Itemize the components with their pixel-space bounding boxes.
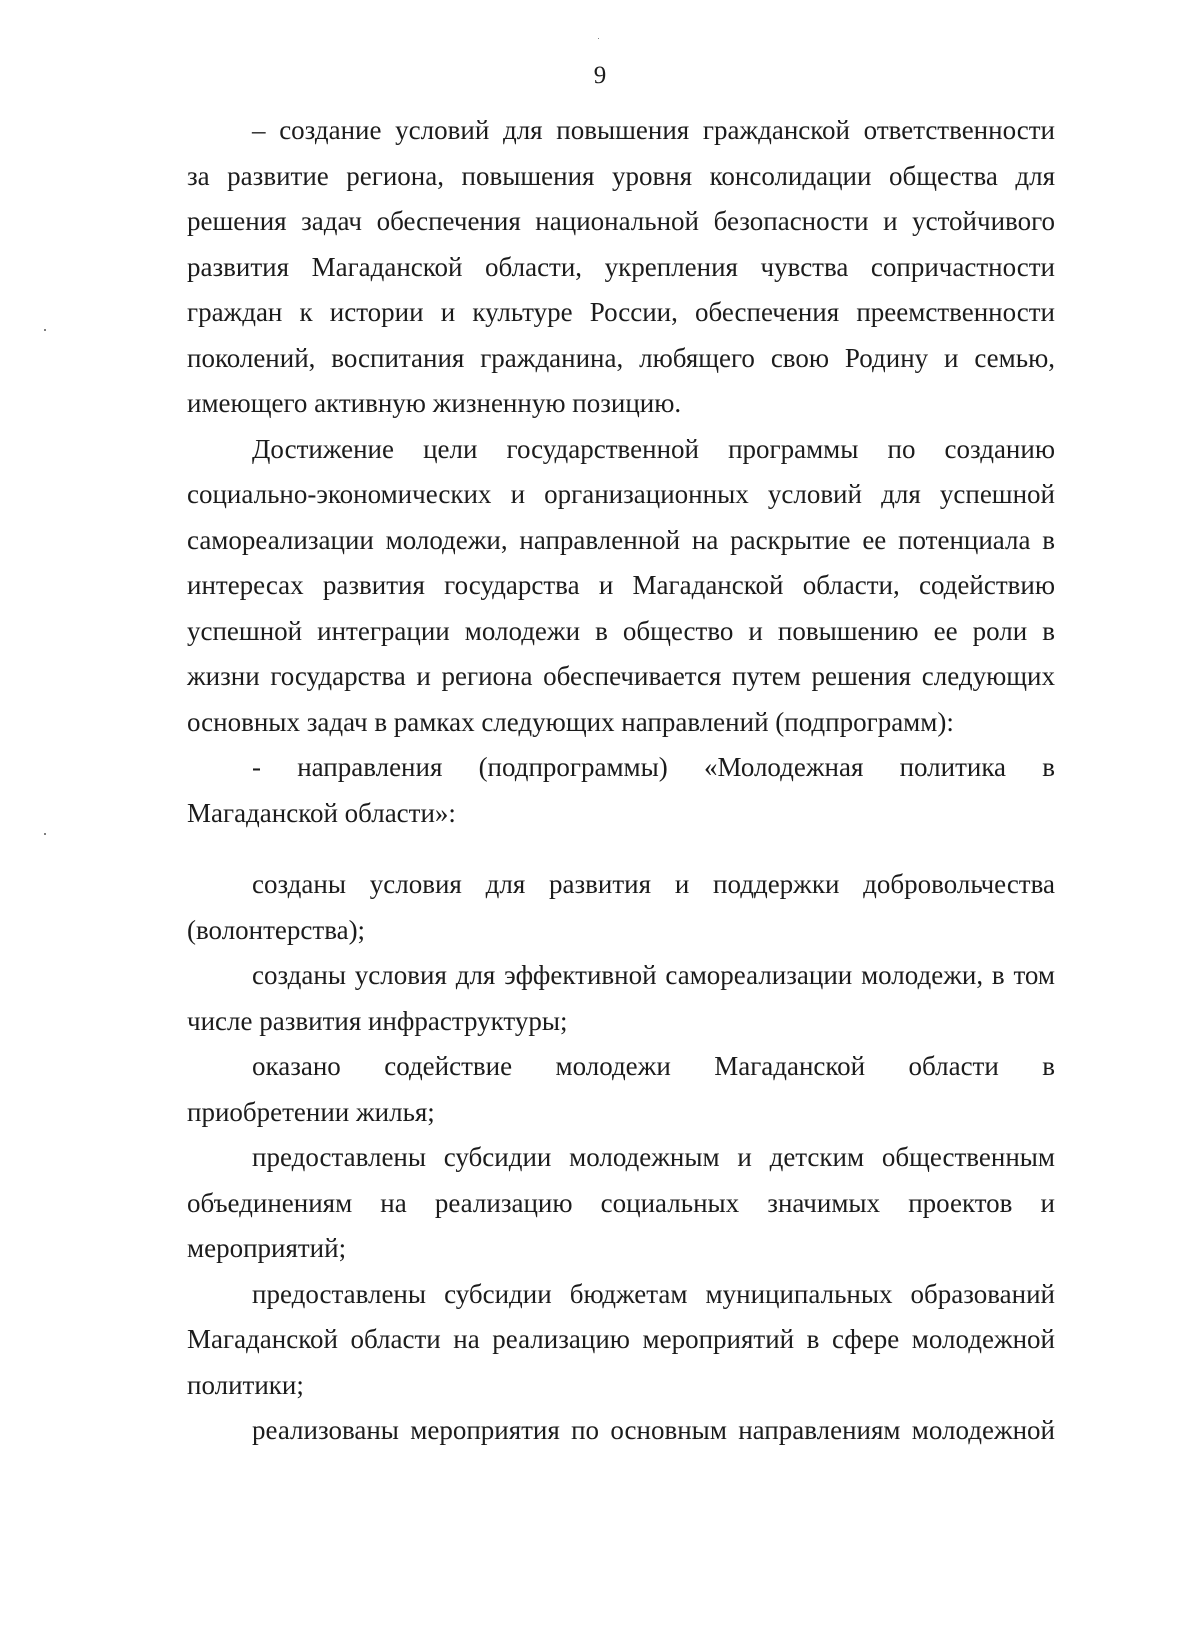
scan-speck xyxy=(44,833,46,835)
text-line: за развитие региона, повышения уровня консолидации общества для xyxy=(187,160,1055,191)
text-line: – создание условий для повышения гражданской ответственности xyxy=(252,115,1055,145)
text-line: предоставлены субсидии молодежным и детским общественным xyxy=(252,1142,1055,1172)
text-line: успешной интеграции молодежи в общество и повышению ее роли в xyxy=(187,615,1055,646)
text-line: объединениям на реализацию социальных значимых проектов и xyxy=(187,1187,1055,1218)
text-line: основных задач в рамках следующих направлений (подпрограмм): xyxy=(187,706,954,737)
text-line: созданы условия для эффективной самореализации молодежи, в том xyxy=(252,960,1055,990)
text-line: политики; xyxy=(187,1369,304,1400)
text-line: Достижение цели государственной программы по созданию xyxy=(252,433,1055,464)
text-block-1 xyxy=(187,108,1055,836)
text-line: мероприятий; xyxy=(187,1233,347,1263)
text-line: решения задач обеспечения национальной безопасности и устойчивого xyxy=(187,206,1055,236)
text-line: Магаданской области на реализацию мероприятий в сфере молодежной xyxy=(187,1324,1055,1354)
text-line: жизни государства и региона обеспечивается путем решения следующих xyxy=(187,661,1055,691)
text-line: числе развития инфраструктуры; xyxy=(187,1005,568,1036)
scan-speck xyxy=(44,329,46,331)
text-line: развития Магаданской области, укрепления чувства сопричастности xyxy=(187,251,1055,282)
text-line: имеющего активную жизненную позицию. xyxy=(187,388,682,418)
text-block-2 xyxy=(187,862,1055,1454)
text-line: Магаданской области»: xyxy=(187,797,456,828)
page-number: 9 xyxy=(593,62,607,89)
text-line: предоставлены субсидии бюджетам муниципальных образований xyxy=(252,1278,1055,1309)
text-line: самореализации молодежи, направленной на раскрытие ее потенциала в xyxy=(187,524,1055,555)
text-line: оказано содействие молодежи Магаданской области в xyxy=(252,1051,1055,1081)
text-line: граждан к истории и культуре России, обеспечения преемственности xyxy=(187,297,1055,327)
text-line: реализованы мероприятия по основным направлениям молодежной xyxy=(252,1415,1055,1445)
text-line: - направления (подпрограммы) «Молодежная политика в xyxy=(252,752,1055,782)
text-line: (волонтерства); xyxy=(187,914,366,945)
text-line: созданы условия для развития и поддержки добровольчества xyxy=(252,869,1055,899)
text-line: поколений, воспитания гражданина, любящего свою Родину и семью, xyxy=(187,342,1055,373)
text-line: приобретении жилья; xyxy=(187,1096,435,1127)
scan-speck xyxy=(598,38,599,39)
text-line: интересах развития государства и Магаданской области, содействию xyxy=(187,570,1055,600)
text-line: социально-экономических и организационных условий для успешной xyxy=(187,479,1055,509)
